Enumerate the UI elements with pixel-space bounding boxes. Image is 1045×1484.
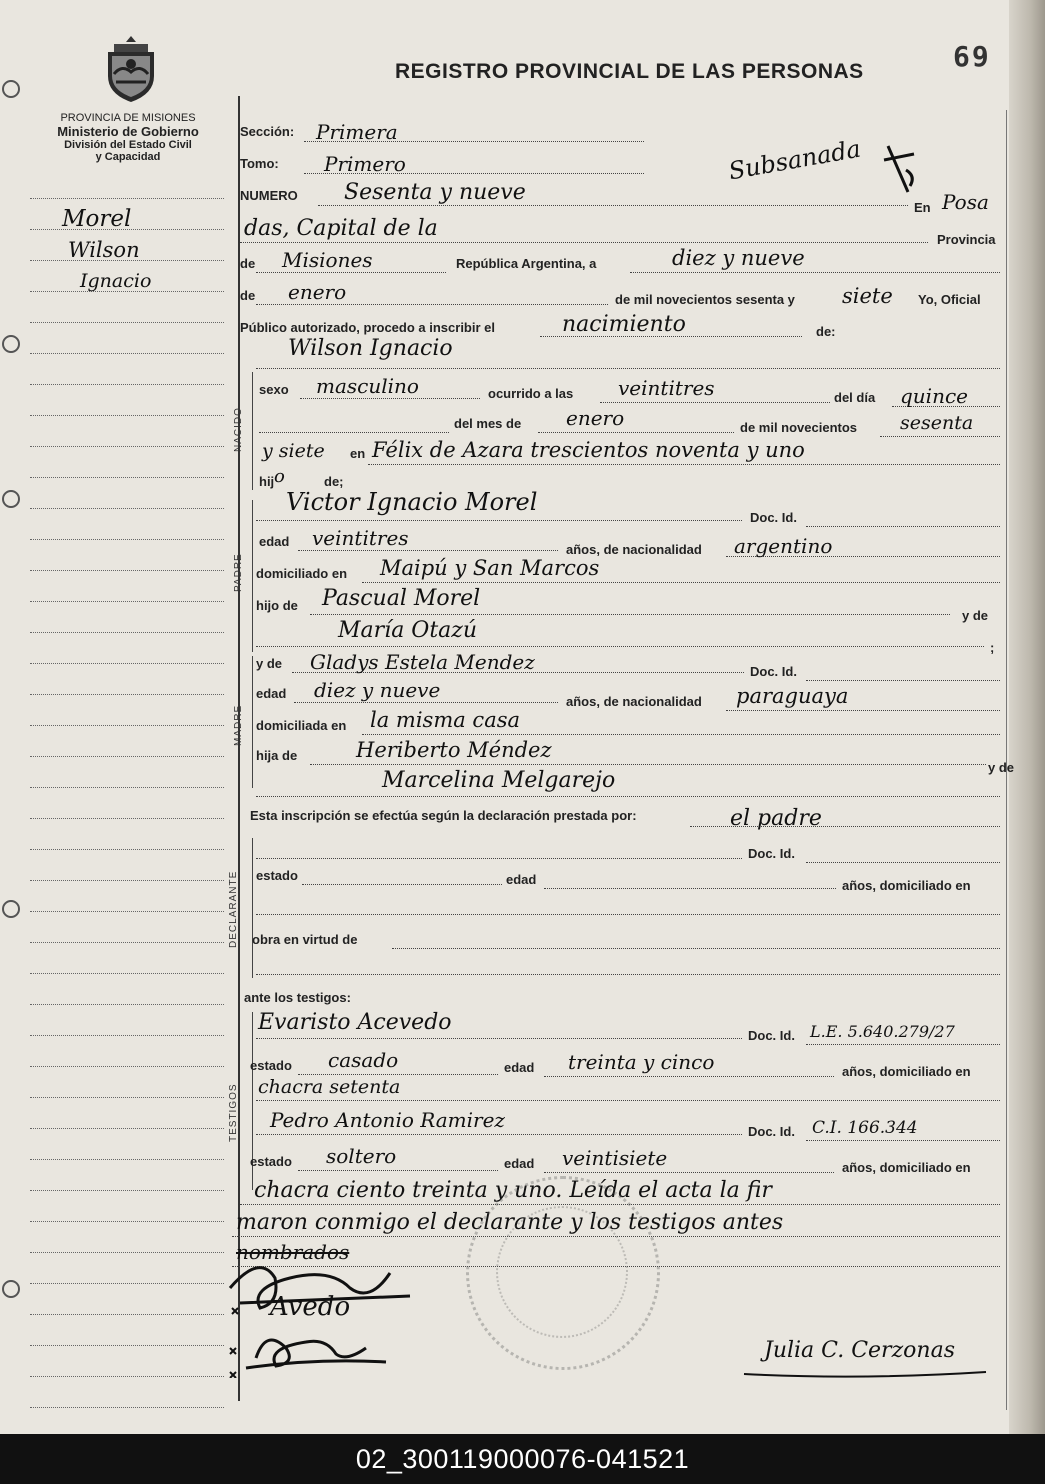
bracket-madre (252, 656, 253, 788)
line-obra (392, 948, 1000, 949)
line-padre-nombre (256, 520, 742, 521)
line-lugar-nac (368, 464, 1000, 465)
value-acto: nacimiento (562, 312, 686, 337)
value-ciudad-b: das, Capital de la (244, 216, 438, 241)
margin-ruled-line (30, 1159, 224, 1160)
office-capacity: y Capacidad (95, 151, 161, 163)
page-number: 69 (953, 40, 991, 73)
signature-oficial: Julia C. Cerzonas (764, 1338, 955, 1363)
value-anio-nac-b: y siete (262, 440, 325, 462)
line-ciudad (240, 242, 928, 243)
value-testigo2-estado: soltero (326, 1144, 397, 1168)
label-hija-de: hija de (256, 748, 298, 763)
office-ministry: Ministerio de Gobierno (57, 124, 199, 139)
line-dia (630, 272, 1000, 273)
value-abuela-materna: Marcelina Melgarejo (382, 768, 616, 793)
label-padre-edad: edad (259, 534, 290, 549)
label-madre-edad: edad (256, 686, 287, 701)
value-mes-nac: enero (566, 406, 625, 430)
bracket-declarante (252, 838, 253, 978)
value-hora: veintitres (618, 376, 715, 400)
binding-rings (0, 0, 22, 1434)
label-declarante-estado: estado (256, 868, 298, 883)
line-declarante-doc (806, 862, 1000, 863)
margin-ruled-line (30, 570, 224, 571)
line-testigo2-edad (544, 1172, 834, 1173)
line-madre-edad (294, 702, 558, 703)
line-testigo1-nombre (256, 1038, 742, 1039)
margin-ruled-line (30, 601, 224, 602)
label-ocurrido: ocurrido a las (488, 386, 574, 401)
signature-oficial-underline (740, 1366, 990, 1386)
side-label-madre: MADRE (233, 704, 244, 746)
margin-middlename: Ignacio (80, 270, 152, 292)
signature-testigo1: Avedo (270, 1292, 351, 1322)
label-sexo: sexo (259, 382, 289, 397)
label-semicolon: ; (990, 640, 995, 655)
margin-ruled-line (30, 1376, 224, 1377)
margin-ruled-line (30, 1004, 224, 1005)
line-abuela-materna (256, 796, 1000, 797)
margin-ruled-line (30, 1035, 224, 1036)
line-padre-edad (298, 550, 558, 551)
line-madre-doc (806, 680, 1000, 681)
label-seccion: Sección: (240, 124, 295, 139)
label-y-de-madre: y de (256, 656, 283, 671)
label-declarante-anos: años, domiciliado en (842, 878, 971, 893)
label-publico: Público autorizado, procedo a inscribir el (240, 320, 495, 335)
margin-ruled-line (30, 198, 224, 199)
label-madre-nac: años, de nacionalidad (566, 694, 702, 709)
label-de: de (240, 256, 256, 271)
label-de2: de (240, 288, 256, 303)
value-testigo1-doc: L.E. 5.640.279/27 (810, 1022, 955, 1041)
line-hora (600, 402, 830, 403)
label-testigo1-doc: Doc. Id. (748, 1028, 795, 1043)
ring-icon (2, 1280, 20, 1298)
side-label-declarante: DECLARANTE (228, 870, 239, 948)
line-declarante-estado (302, 884, 502, 885)
value-madre-edad: diez y nueve (314, 678, 441, 702)
label-en: En (914, 200, 931, 215)
label-del-dia: del día (834, 390, 876, 405)
margin-ruled-line (30, 446, 224, 447)
label-ante-testigos: ante los testigos: (244, 990, 351, 1005)
value-declarante: el padre (730, 806, 822, 831)
margin-ruled-line (30, 1314, 224, 1315)
margin-firstname: Wilson (68, 238, 140, 262)
margin-ruled-line (30, 415, 224, 416)
label-provincia: Provincia (937, 232, 996, 247)
label-testigo1-anos: años, domiciliado en (842, 1064, 971, 1079)
value-ciudad-a: Posa (942, 190, 989, 214)
ring-icon (2, 490, 20, 508)
value-anio: siete (842, 284, 893, 308)
line-abuelo-paterno (310, 614, 950, 615)
margin-ruled-line (30, 973, 224, 974)
line-obra-2 (256, 974, 1000, 975)
ring-icon (2, 335, 20, 353)
value-sexo: masculino (316, 374, 419, 398)
ring-icon (2, 80, 20, 98)
line-testigo2-nombre (256, 1134, 742, 1135)
ring-icon (2, 900, 20, 918)
provincial-crest-icon (100, 34, 162, 104)
margin-ruled-line (30, 942, 224, 943)
value-hijo-letra: o (274, 466, 285, 487)
label-tomo: Tomo: (240, 156, 279, 171)
value-padre-domicilio: Maipú y San Marcos (380, 556, 600, 580)
side-label-padre: PADRE (233, 553, 244, 592)
line-mes-nac (538, 432, 734, 433)
issuing-office (30, 112, 226, 163)
line-abuelo-materno (310, 764, 986, 765)
label-y-de-madre2: y de (988, 760, 1015, 775)
value-anio-nac-a: sesenta (900, 412, 974, 434)
line-testigo1-domicilio (256, 1100, 1000, 1101)
line-declarante-nombre (256, 858, 742, 859)
line-declarante-domicilio (256, 914, 1000, 915)
value-testigo1-nombre: Evaristo Acevedo (258, 1010, 452, 1035)
label-padre-doc: Doc. Id. (750, 510, 797, 525)
value-cierre-1: maron conmigo el declarante y los testigos antes (236, 1210, 784, 1235)
label-testigo2-estado: estado (250, 1154, 292, 1169)
subsanada-annotation: Subsanada (726, 134, 863, 186)
margin-ruled-line (30, 632, 224, 633)
line-madre-nac (726, 710, 1000, 711)
line-padre-domicilio (362, 582, 1000, 583)
value-provincia: Misiones (282, 248, 373, 272)
margin-ruled-line (30, 1252, 224, 1253)
label-y-de: y de (962, 608, 989, 623)
line-numero (318, 205, 908, 206)
label-obra: obra en virtud de (252, 932, 358, 947)
value-padre-nombre: Victor Ignacio Morel (286, 488, 538, 516)
value-seccion: Primera (316, 120, 398, 144)
value-abuelo-materno: Heriberto Méndez (356, 738, 552, 762)
line-testigo2-doc (806, 1140, 1000, 1141)
office-province: PROVINCIA DE MISIONES (60, 112, 196, 124)
line-testigo1-edad (544, 1076, 834, 1077)
value-dia: diez y nueve (672, 246, 805, 270)
value-testigo1-domicilio: chacra setenta (258, 1076, 401, 1098)
office-division: División del Estado Civil (64, 139, 192, 151)
line-padre-doc (806, 526, 1000, 527)
bracket-nacido (252, 372, 253, 490)
side-label-testigos: TESTIGOS (228, 1083, 239, 1142)
margin-ruled-line (30, 1345, 224, 1346)
document-id-footer: 02_300119000076-041521 (0, 1434, 1045, 1484)
value-madre-nac: paraguaya (736, 684, 849, 708)
margin-ruled-line (30, 384, 224, 385)
value-testigo2-nombre: Pedro Antonio Ramirez (270, 1108, 505, 1132)
margin-ruled-line (30, 322, 224, 323)
value-testigo1-estado: casado (328, 1048, 399, 1072)
value-padre-edad: veintitres (312, 526, 409, 550)
label-hijo-de2: hijo de (256, 598, 298, 613)
label-testigo2-edad: edad (504, 1156, 535, 1171)
label-padre-domicilio: domiciliado en (256, 566, 348, 581)
margin-ruled-line (30, 911, 224, 912)
annotation-mark-icon (880, 140, 920, 200)
line-provincia (256, 272, 446, 273)
label-madre-domicilio: domiciliada en (256, 718, 347, 733)
line-declarante-edad (544, 888, 836, 889)
label-mil-sesenta: de mil novecientos sesenta y (615, 292, 795, 307)
line-nombre (256, 368, 1000, 369)
margin-ruled-line (30, 756, 224, 757)
label-hijo-de: de; (324, 474, 344, 489)
official-seal-inner (496, 1206, 628, 1338)
margin-ruled-line (30, 1128, 224, 1129)
margin-surname: Morel (62, 206, 132, 232)
label-inscripcion: Esta inscripción se efectúa según la declaración prestada por: (250, 808, 637, 823)
value-abuelo-paterno: Pascual Morel (322, 586, 481, 611)
margin-ruled-line (30, 787, 224, 788)
line-testigo1-estado (298, 1074, 498, 1075)
label-en2: en (350, 446, 366, 461)
margin-ruled-line (30, 1066, 224, 1067)
margin-ruled-line (30, 694, 224, 695)
margin-ruled-line (30, 477, 224, 478)
margin-ruled-line (30, 1097, 224, 1098)
line-madre-domicilio (362, 734, 1000, 735)
margin-ruled-line (30, 1221, 224, 1222)
line-mes (256, 304, 608, 305)
line-testigo2-estado (298, 1170, 498, 1171)
label-del-mes: del mes de (454, 416, 522, 431)
value-madre-nombre: Gladys Estela Mendez (310, 650, 535, 674)
margin-ruled-line (30, 1190, 224, 1191)
page-title: REGISTRO PROVINCIAL DE LAS PERSONAS (395, 60, 864, 83)
label-testigo1-edad: edad (504, 1060, 535, 1075)
margin-ruled-line (30, 725, 224, 726)
label-testigo2-anos: años, domiciliado en (842, 1160, 971, 1175)
label-numero: NUMERO (240, 188, 298, 203)
margin-ruled-line (30, 353, 224, 354)
value-testigo1-edad: treinta y cinco (568, 1050, 715, 1074)
bracket-padre (252, 500, 253, 652)
page-edge (1009, 0, 1045, 1434)
line-abuela-paterna (256, 646, 984, 647)
margin-ruled-line (30, 508, 224, 509)
value-madre-domicilio: la misma casa (370, 708, 521, 732)
margin-ruled-line (30, 663, 224, 664)
side-label-nacido: NACIDO (233, 407, 244, 452)
margin-ruled-line (30, 539, 224, 540)
value-numero: Sesenta y nueve (344, 180, 526, 205)
value-testigo2-domicilio: chacra ciento treinta y uno. Leída el acta la fir (254, 1178, 772, 1203)
value-lugar-nac: Félix de Azara trescientos noventa y uno (372, 438, 805, 462)
label-mil-nov: de mil novecientos (740, 420, 858, 435)
value-cierre-2: nombrados (236, 1240, 350, 1264)
margin-ruled-line (30, 1407, 224, 1408)
label-testigo1-estado: estado (250, 1058, 292, 1073)
line-anio-nac (880, 436, 1000, 437)
value-padre-nac: argentino (734, 534, 833, 558)
label-de-colon: de: (816, 324, 836, 339)
signature-testigo2 (226, 1318, 396, 1378)
line-sexo (300, 398, 480, 399)
line-testigo1-doc (806, 1044, 1000, 1045)
label-hijo: hij (259, 474, 275, 489)
label-republica: República Argentina, a (456, 256, 597, 271)
value-testigo2-doc: C.I. 166.344 (812, 1118, 918, 1138)
label-testigo2-doc: Doc. Id. (748, 1124, 795, 1139)
label-declarante-edad: edad (506, 872, 537, 887)
margin-ruled-line (30, 849, 224, 850)
margin-ruled-line (30, 880, 224, 881)
value-tomo: Primero (324, 152, 406, 176)
value-dia-nac: quince (900, 384, 968, 408)
line-blank-nac (259, 432, 449, 433)
margin-ruled-line (30, 818, 224, 819)
label-yo-oficial: Yo, Oficial (918, 292, 981, 307)
value-nombre: Wilson Ignacio (288, 336, 453, 361)
label-padre-nac: años, de nacionalidad (566, 542, 702, 557)
value-abuela-paterna: María Otazú (338, 618, 478, 643)
value-testigo2-edad: veintisiete (562, 1146, 668, 1170)
value-mes: enero (288, 280, 347, 304)
margin-ruled-line (30, 1283, 224, 1284)
label-madre-doc: Doc. Id. (750, 664, 797, 679)
label-declarante-doc: Doc. Id. (748, 846, 795, 861)
